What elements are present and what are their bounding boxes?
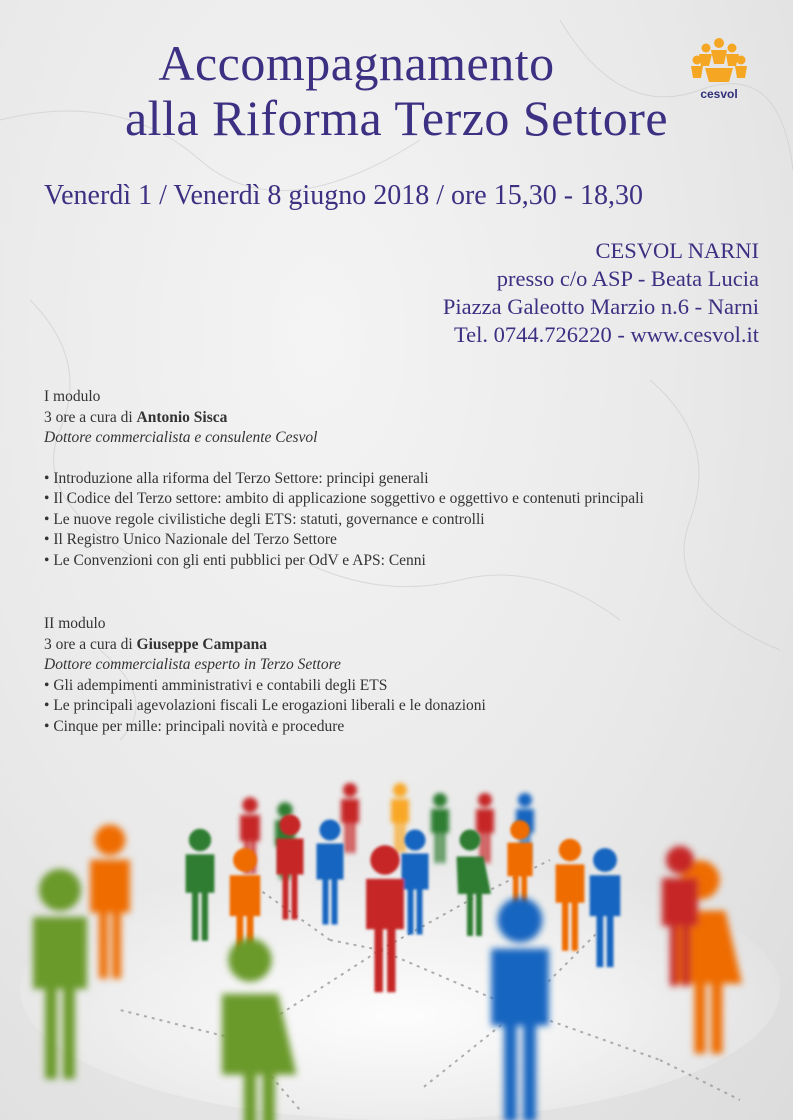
list-item: • Cinque per mille: principali novità e procedure — [44, 717, 486, 738]
module-2-curator — [44, 635, 486, 656]
list-item: • Introduzione alla riforma del Terzo Settore: principi generali — [44, 469, 644, 490]
list-item: • Il Registro Unico Nazionale del Terzo Settore — [44, 530, 644, 551]
module-2-topics — [44, 676, 486, 738]
person-figure — [341, 783, 359, 853]
list-item: • Le nuove regole civilistiche degli ETS: statuti, governance e controlli — [44, 510, 644, 531]
module-1-role: Dottore commercialista e consulente Cesvol — [44, 429, 318, 446]
contact-address: Piazza Galeotto Marzio n.6 - Narni — [442, 294, 759, 319]
module-2-role: Dottore commercialista esperto in Terzo Settore — [44, 656, 341, 673]
module-1 — [44, 387, 644, 571]
title-line-2: alla Riforma Terzo Settore — [124, 90, 669, 146]
list-item: • Gli adempimenti amministrativi e contabili degli ETS — [44, 676, 486, 697]
event-dates: Venerdì 1 / Venerdì 8 giugno 2018 / ore 15,30 - 18,30 — [44, 180, 644, 211]
list-item: • Le Convenzioni con gli enti pubblici per OdV e APS: Cenni — [44, 551, 644, 572]
people-network-illustration — [0, 760, 793, 1120]
list-item: • Le principali agevolazioni fiscali Le erogazioni liberali e le donazioni — [44, 696, 486, 717]
contact-name: CESVOL NARNI — [595, 238, 759, 263]
module-1-heading: I modulo — [44, 388, 101, 405]
cesvol-logo — [689, 36, 749, 102]
contact-block — [443, 237, 759, 349]
contact-place: presso c/o ASP - Beata Lucia — [496, 266, 759, 291]
page-title — [0, 36, 793, 146]
module-2 — [44, 614, 486, 737]
module-1-curator-prefix: 3 ore a cura di — [44, 408, 137, 426]
title-line-1: Accompagnamento — [158, 35, 555, 91]
person-figure — [476, 793, 494, 863]
module-1-curator-name: Antonio Sisca — [136, 408, 228, 426]
logo-text: cesvol — [700, 87, 738, 101]
list-item: • Il Codice del Terzo settore: ambito di applicazione soggettivo e oggettivo e contenuti principali — [44, 489, 644, 510]
contact-phone-web: Tel. 0744.726220 - www.cesvol.it — [453, 322, 759, 347]
module-2-curator-name: Giuseppe Campana — [136, 635, 268, 653]
person-figure — [431, 793, 449, 863]
people-circle-logo-icon — [689, 36, 749, 88]
module-1-curator — [44, 408, 644, 429]
module-2-heading: II modulo — [44, 615, 106, 632]
module-1-topics — [44, 469, 644, 572]
module-2-curator-prefix: 3 ore a cura di — [44, 635, 137, 653]
